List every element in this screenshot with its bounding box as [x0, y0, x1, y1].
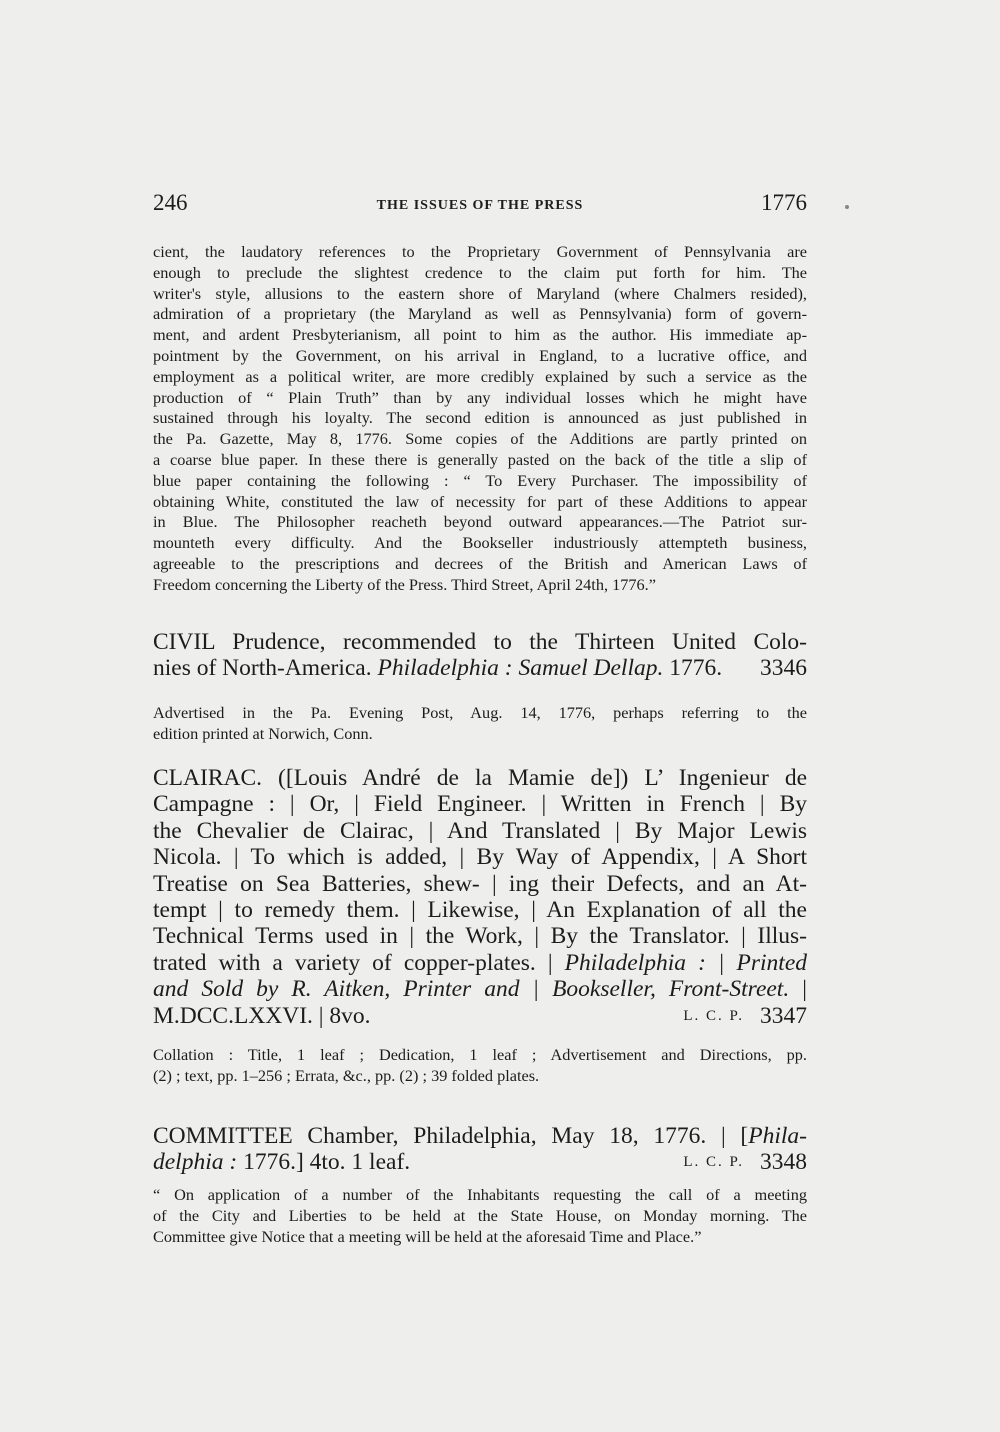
entry-line	[153, 976, 807, 1002]
margin-mark	[845, 205, 849, 209]
entry-line	[153, 950, 807, 976]
entry-text: Campagne : | Or, | Field Engineer. | Written in French | By	[153, 791, 807, 818]
page-number: 246	[153, 190, 188, 215]
paragraph-line: employment as a political writer, are more credibly explained by such a service as the	[153, 366, 807, 386]
note-line: edition printed at Norwich, Conn.	[153, 723, 373, 743]
paragraph-line: ment, and ardent Presbyterianism, all point to him as the author. His immediate ap-	[153, 325, 807, 345]
entry-text: Treatise on Sea Batteries, shew- | ing their Defects, and an At-	[153, 870, 807, 897]
paragraph-line: admiration of a proprietary (the Maryland as well as Pennsylvania) form of govern-	[153, 304, 807, 324]
entry-text: tempt | to remedy them. | Likewise, | An Explanation of all the	[153, 897, 807, 924]
paragraph-line: a coarse blue paper. In these there is generally pasted on the back of the title a slip of	[153, 449, 807, 469]
paragraph-line: obtaining White, constituted the law of necessity for part of these Additions to appear	[153, 491, 807, 511]
entry-text: nies of North-America.	[153, 655, 378, 682]
entry-imprint: Philadelphia : Samuel Dellap.	[377, 655, 664, 682]
entry-imprint: delphia :	[153, 1149, 238, 1176]
note-line: Committee give Notice that a meeting will be held at the aforesaid Time and Place.”	[153, 1226, 702, 1246]
entry-line	[153, 629, 807, 655]
entry-line	[153, 1149, 807, 1175]
entry-3348	[153, 1123, 807, 1176]
entry-line	[153, 844, 807, 870]
entry-imprint: and Sold by R. Aitken, Printer and | Bookseller, Front-Street.	[153, 976, 790, 1003]
entry-text: 1776.] 4to. 1 leaf.	[237, 1149, 411, 1176]
header-year: 1776	[761, 190, 807, 215]
entry-text: CLAIRAC. ([Louis André de la Mamie de]) L’ Ingenieur de	[153, 765, 807, 791]
entry-line	[153, 791, 807, 817]
paragraph-line: writer's style, allusions to the eastern shore of Maryland (where Chalmers resided),	[153, 283, 807, 303]
entry-text: 1776.	[663, 655, 723, 682]
entry-text: COMMITTEE Chamber, Philadelphia, May 18, 1776. | [	[153, 1123, 749, 1149]
note-line: of the City and Liberties to be held at the State House, on Monday morning. The	[153, 1205, 807, 1225]
entry-imprint: Phila-	[748, 1123, 807, 1149]
paragraph-line: blue paper containing the following : “ To Every Purchaser. The impossibility of	[153, 470, 807, 490]
note-line: “ On application of a number of the Inhabitants requesting the call of a meeting	[153, 1185, 807, 1204]
paragraph-line: cient, the laudatory references to the Proprietary Government of Pennsylvania are	[153, 242, 807, 261]
paragraph-line: production of “ Plain Truth” than by any individual losses which he might have	[153, 387, 807, 407]
note-line: Advertised in the Pa. Evening Post, Aug. 14, 1776, perhaps referring to the	[153, 703, 807, 722]
continuation-paragraph	[153, 242, 807, 596]
entry-text: trated with a variety of copper-plates. |	[153, 949, 565, 976]
entry-line	[153, 765, 807, 791]
entry-number: 3347	[760, 1002, 807, 1029]
paragraph-line: the Pa. Gazette, May 8, 1776. Some copies of the Additions are partly printed on	[153, 429, 807, 449]
entry-imprint: Philadelphia : | Printed	[564, 949, 807, 976]
note-3346	[153, 703, 807, 745]
paragraph-line: mounteth every difficulty. And the Bookseller industriously attempteth business,	[153, 533, 807, 553]
entry-text: M.DCC.LXXVI. | 8vo.	[153, 1002, 371, 1029]
entry-line	[153, 1003, 807, 1029]
entry-text: the Chevalier de Clairac, | And Translated | By Major Lewis	[153, 817, 807, 844]
note-line: (2) ; text, pp. 1–256 ; Errata, &c., pp. (2) ; 39 folded plates.	[153, 1065, 540, 1085]
entry-text: CIVIL Prudence, recommended to the Thirteen United Colo-	[153, 629, 807, 655]
entry-number: 3348	[760, 1149, 807, 1176]
entry-line	[153, 1123, 807, 1149]
paragraph-line: Freedom concerning the Liberty of the Press. Third Street, April 24th, 1776.”	[153, 574, 656, 594]
paragraph-line: enough to preclude the slightest credence to the claim put forth for him. The	[153, 262, 807, 282]
paragraph-line: sustained through his loyalty. The second edition is announced as just published in	[153, 408, 807, 428]
entry-line	[153, 897, 807, 923]
entry-line	[153, 655, 807, 681]
paragraph-line: agreeable to the prescriptions and decrees of the British and American Laws of	[153, 553, 807, 573]
library-code: L. C. P.	[683, 1154, 744, 1171]
entry-text: Technical Terms used in | the Work, | By the Translator. | Illus-	[153, 923, 807, 950]
running-header	[153, 190, 807, 230]
note-3348	[153, 1185, 807, 1247]
entry-number: 3346	[760, 655, 807, 682]
paragraph-line: in Blue. The Philosopher reacheth beyond outward appearances.—The Patriot sur-	[153, 512, 807, 532]
entry-line	[153, 923, 807, 949]
entry-line	[153, 871, 807, 897]
paragraph-line: pointment by the Government, on his arrival in England, to a lucrative office, and	[153, 345, 807, 365]
entry-3347	[153, 765, 807, 1029]
entry-3346	[153, 629, 807, 682]
note-line: Collation : Title, 1 leaf ; Dedication, 1 leaf ; Advertisement and Directions, pp.	[153, 1045, 807, 1064]
entry-text: Nicola. | To which is added, | By Way of Appendix, | A Short	[153, 844, 807, 871]
note-3347	[153, 1045, 807, 1087]
entry-text: |	[789, 976, 807, 1003]
running-title: THE ISSUES OF THE PRESS	[376, 198, 584, 213]
entry-line	[153, 818, 807, 844]
library-code: L. C. P.	[683, 1007, 744, 1024]
